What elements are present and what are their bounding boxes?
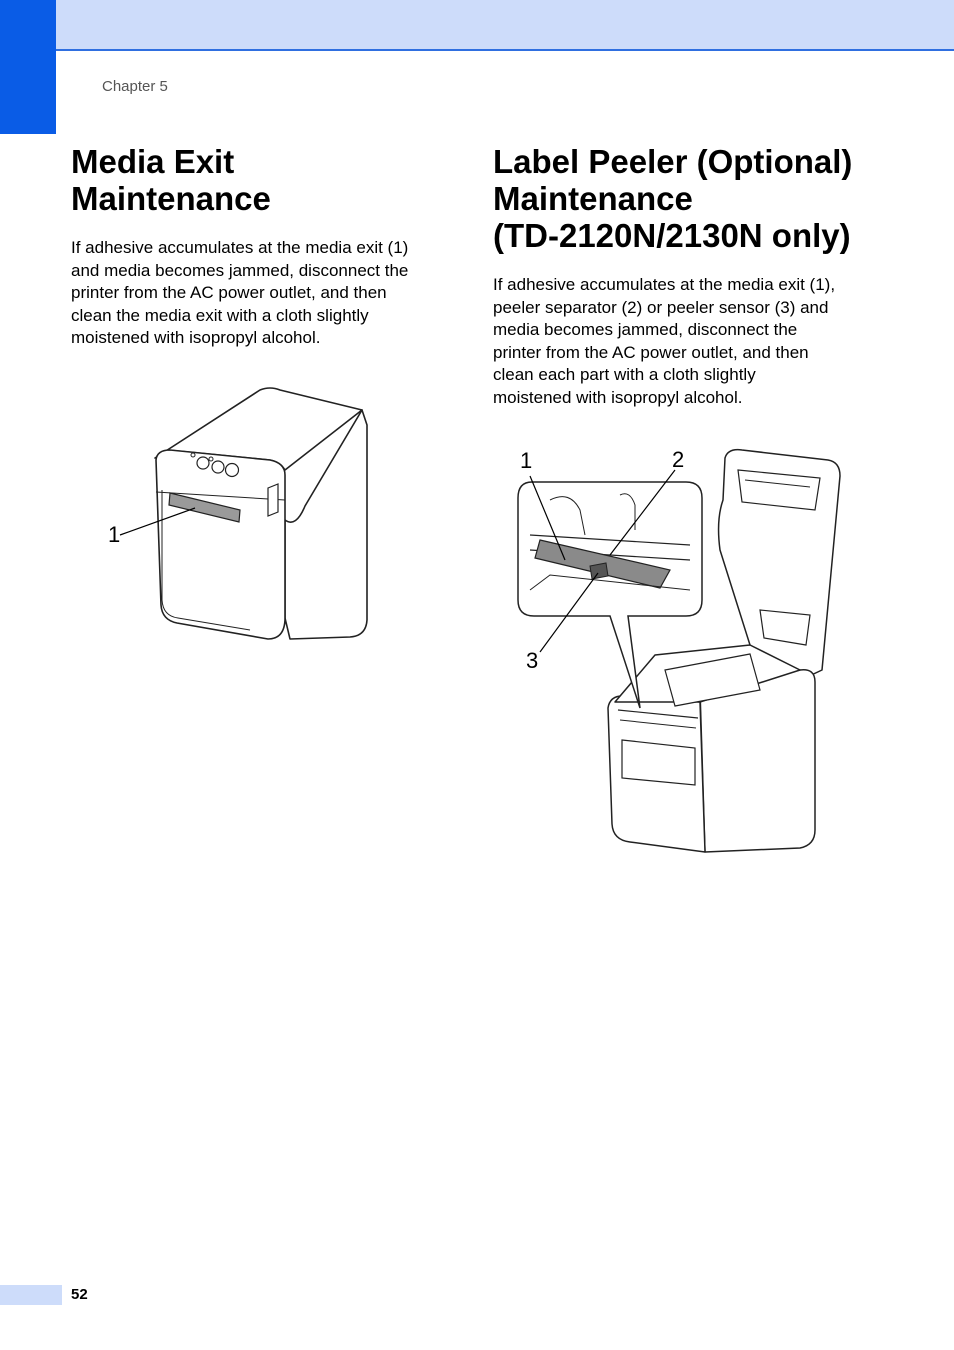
title-line: (TD-2120N/2130N only) <box>493 217 851 254</box>
media-exit-body <box>71 237 443 350</box>
body-line: If adhesive accumulates at the media exit (1), <box>493 275 836 294</box>
body-line: If adhesive accumulates at the media exit (1) <box>71 238 409 257</box>
body-line: printer from the AC power outlet, and then <box>71 283 387 302</box>
chapter-tab-marker <box>0 0 56 134</box>
chapter-label: Chapter 5 <box>102 78 168 95</box>
callout-label: 3 <box>526 648 539 673</box>
body-line: clean each part with a cloth slightly <box>493 365 756 384</box>
printer-closed-figure <box>100 380 380 650</box>
callout-label: 2 <box>672 447 685 472</box>
page-number-tab <box>0 1285 62 1305</box>
body-line: peeler separator (2) or peeler sensor (3) and <box>493 297 829 317</box>
body-line: media becomes jammed, disconnect the <box>493 320 798 339</box>
title-line: Maintenance <box>71 180 271 217</box>
header-band <box>0 0 954 51</box>
label-peeler-body <box>493 274 865 409</box>
title-line: Maintenance <box>493 180 693 217</box>
body-line: printer from the AC power outlet, and then <box>493 342 809 362</box>
title-line: Label Peeler (Optional) <box>493 143 853 180</box>
title-line: Media Exit <box>71 143 235 180</box>
page-number: 52 <box>71 1286 88 1303</box>
callout-label: 1 <box>108 522 121 547</box>
body-line: clean the media exit with a cloth slightly <box>71 305 369 325</box>
body-line: and media becomes jammed, disconnect the <box>71 260 409 280</box>
body-line: moistened with isopropyl alcohol. <box>493 387 743 407</box>
callout-label: 1 <box>520 448 533 473</box>
body-line: moistened with isopropyl alcohol. <box>71 328 321 347</box>
media-exit-title <box>71 143 451 217</box>
label-peeler-title <box>493 143 913 254</box>
printer-open-peeler-figure <box>510 440 850 860</box>
